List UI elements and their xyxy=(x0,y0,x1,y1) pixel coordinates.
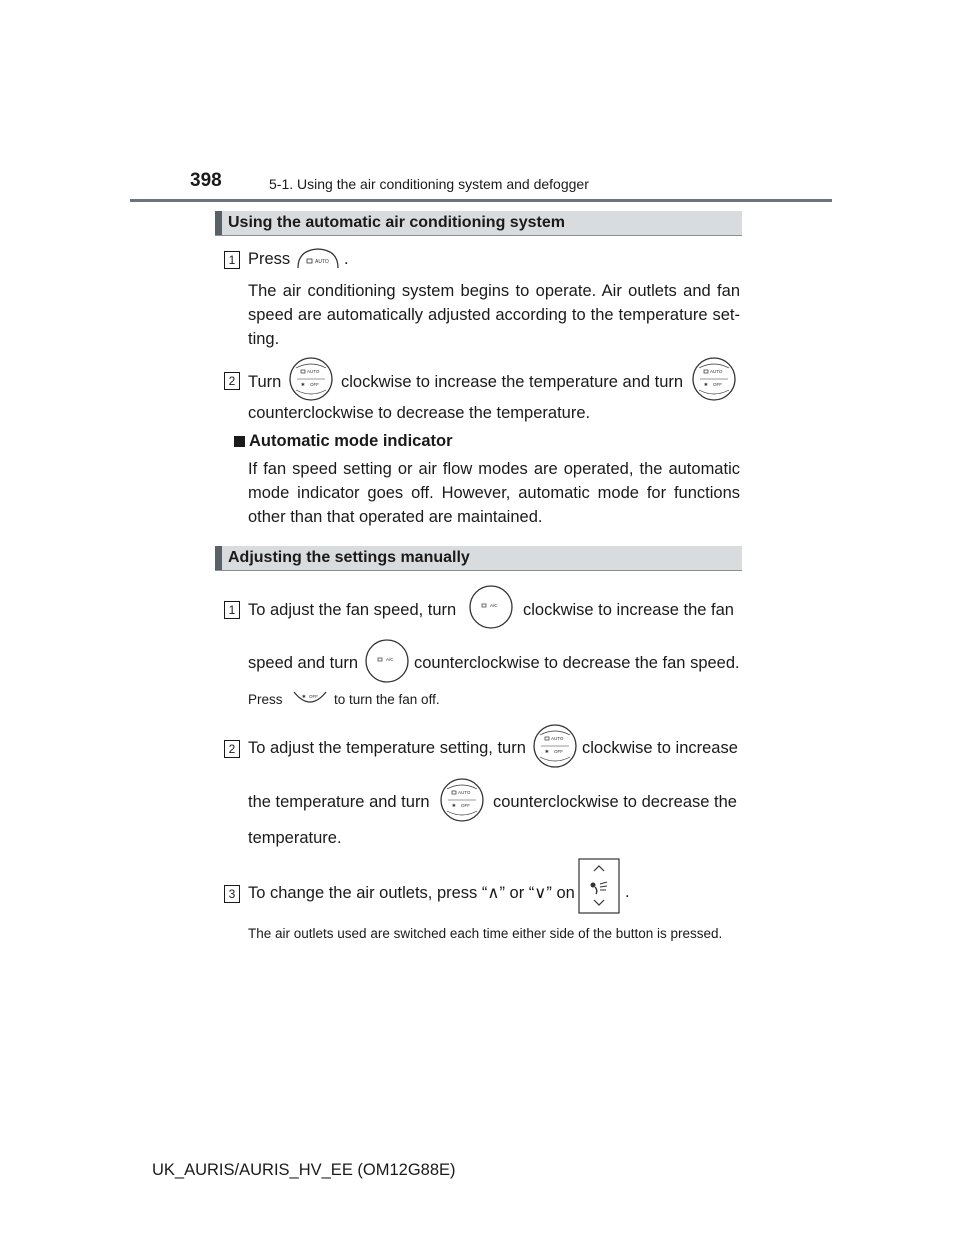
svg-text:A/C: A/C xyxy=(386,657,394,662)
section-heading-bar xyxy=(215,211,222,235)
temperature-dial-icon-4 xyxy=(439,777,485,823)
svg-text:AUTO: AUTO xyxy=(307,369,320,374)
section-heading-automatic xyxy=(215,211,742,236)
svg-text:A/C: A/C xyxy=(490,603,498,608)
header-rule xyxy=(130,199,832,202)
section-heading-manual xyxy=(215,546,742,571)
temp-setting-text-c: the temperature and turn xyxy=(248,793,430,811)
air-outlet-button-icon xyxy=(578,858,620,914)
svg-text:✱: ✱ xyxy=(301,382,305,387)
svg-text:OFF: OFF xyxy=(310,382,319,387)
temperature-dial-icon-2 xyxy=(691,356,737,402)
svg-text:OFF: OFF xyxy=(554,749,563,754)
fan-off-note-b: to turn the fan off. xyxy=(334,692,440,707)
temp-setting-text-d: counterclockwise to decrease the xyxy=(493,793,737,811)
fan-speed-text-a: To adjust the fan speed, turn xyxy=(248,601,457,619)
svg-text:OFF: OFF xyxy=(461,803,470,808)
auto-label: AUTO xyxy=(315,259,329,265)
svg-text:AUTO: AUTO xyxy=(710,369,723,374)
air-outlets-text-b: . xyxy=(625,883,630,901)
press-text: Press xyxy=(248,250,291,268)
temp-setting-text-a: To adjust the temperature setting, turn xyxy=(248,739,526,757)
section-heading-text: Adjusting the settings manually xyxy=(228,549,470,566)
svg-text:✱: ✱ xyxy=(545,749,549,754)
step-number-3: 3 xyxy=(224,885,240,903)
svg-text:OFF: OFF xyxy=(309,694,318,699)
air-outlets-note: The air outlets used are switched each time either side of the button is pressed. xyxy=(248,926,723,941)
svg-text:✱: ✱ xyxy=(704,382,708,387)
svg-text:✱: ✱ xyxy=(452,803,456,808)
temperature-dial-icon xyxy=(288,356,334,402)
fan-dial-icon-2 xyxy=(364,638,410,684)
svg-text:✱: ✱ xyxy=(302,694,306,699)
press-period: . xyxy=(344,250,349,268)
fan-speed-text-c: speed and turn xyxy=(248,654,359,672)
step1-description: The air conditioning system begins to operate. Air outlets and fan speed are automatically adjusted according to the temperature set-ting. xyxy=(248,282,740,348)
fan-off-button-icon xyxy=(292,690,328,710)
section-heading-text: Using the automatic air conditioning system xyxy=(228,214,565,231)
footer-model-code: UK_AURIS/AURIS_HV_EE (OM12G88E) xyxy=(152,1161,456,1179)
temp-setting-text-b: clockwise to increase xyxy=(582,739,738,757)
step-number-2: 2 xyxy=(224,372,240,390)
fan-speed-text-b: clockwise to increase the fan xyxy=(523,601,734,619)
section-heading-bar xyxy=(215,546,222,570)
air-outlets-text-a: To change the air outlets, press “∧” or “∨” on xyxy=(248,884,575,902)
chapter-title: 5-1. Using the air conditioning system and defogger xyxy=(269,176,589,192)
step-number-2: 2 xyxy=(224,740,240,758)
auto-button-icon xyxy=(296,246,340,270)
step-number-1: 1 xyxy=(224,601,240,619)
fan-speed-text-d: counterclockwise to decrease the fan speed. xyxy=(414,654,740,672)
temperature-dial-icon-3 xyxy=(532,723,578,769)
temp-setting-text-e: temperature. xyxy=(248,829,342,847)
svg-text:OFF: OFF xyxy=(713,382,722,387)
fan-dial-icon xyxy=(468,584,514,630)
step-number-1: 1 xyxy=(224,251,240,269)
turn-mid-text: clockwise to increase the temperature and turn xyxy=(341,373,684,391)
svg-text:AUTO: AUTO xyxy=(458,790,471,795)
fan-off-note-a: Press xyxy=(248,692,283,707)
indicator-heading: Automatic mode indicator xyxy=(249,432,453,450)
turn-end-text: counterclockwise to decrease the temperature. xyxy=(248,404,591,422)
square-bullet-icon xyxy=(234,436,245,447)
page-number: 398 xyxy=(190,170,222,191)
indicator-description: If fan speed setting or air flow modes are operated, the automatic mode indicator goes off. However, automatic mode for functions other than that operated are maintained. xyxy=(248,460,740,526)
svg-text:AUTO: AUTO xyxy=(551,736,564,741)
turn-text: Turn xyxy=(248,373,282,391)
